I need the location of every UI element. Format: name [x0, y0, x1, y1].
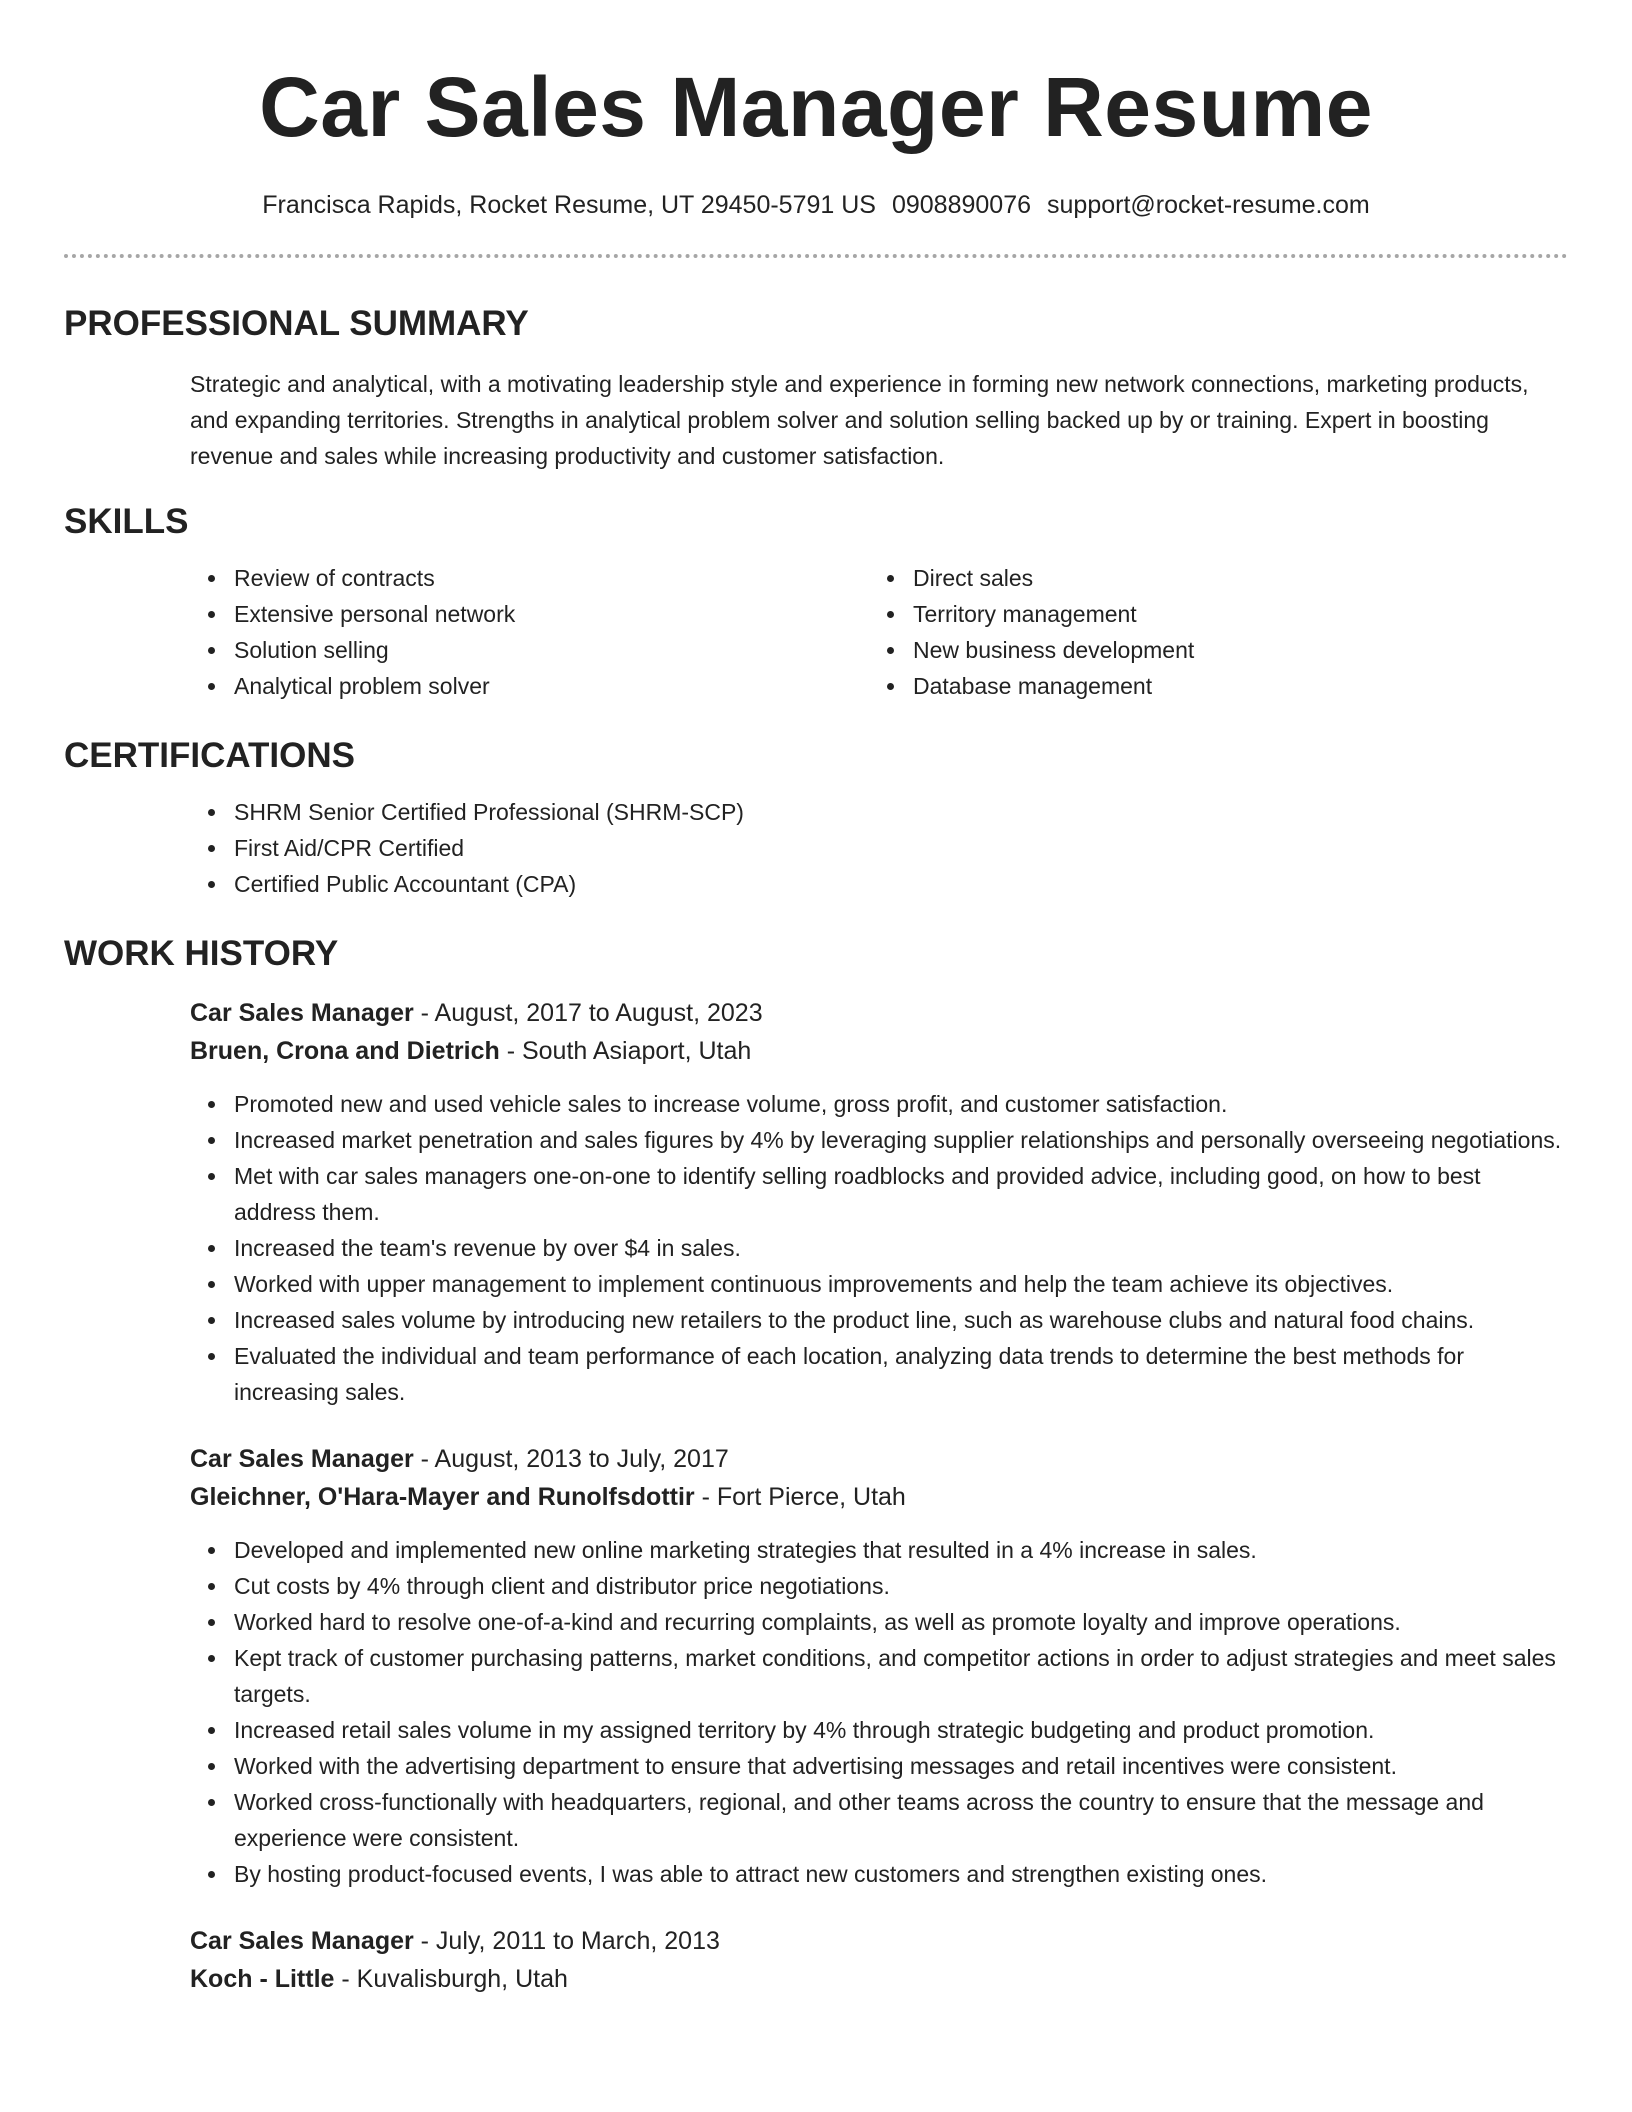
job-title: Car Sales Manager	[190, 999, 414, 1027]
job-location: - Kuvalisburgh, Utah	[334, 1965, 568, 1993]
skills-column-right	[743, 560, 1194, 704]
list-item: Territory management	[913, 596, 1194, 632]
job-title-line	[64, 994, 1568, 1032]
job-duties-list	[64, 1532, 1568, 1892]
job-title-line	[64, 1922, 1568, 1960]
contact-line	[64, 188, 1568, 222]
job-company: Bruen, Crona and Dietrich	[190, 1037, 500, 1065]
job-duties-list	[64, 1086, 1568, 1410]
job-company: Koch - Little	[190, 1965, 335, 1993]
certifications-list	[64, 794, 1568, 902]
header-divider	[64, 254, 1568, 258]
job-title-line	[64, 1440, 1568, 1478]
resume-title: Car Sales Manager Resume	[259, 60, 1373, 154]
list-item: SHRM Senior Certified Professional (SHRM-SCP)	[234, 794, 1568, 830]
list-item: Kept track of customer purchasing patterns, market conditions, and competitor actions in order to adjust strategies and meet sales targets.	[234, 1640, 1568, 1712]
summary-heading: PROFESSIONAL SUMMARY	[64, 304, 529, 343]
job-dates: - July, 2011 to March, 2013	[413, 1927, 720, 1955]
list-item: Increased retail sales volume in my assigned territory by 4% through strategic budgeting and product promotion.	[234, 1712, 1568, 1748]
skills-heading: SKILLS	[64, 502, 189, 541]
skills-list	[64, 560, 1568, 704]
list-item: Direct sales	[913, 560, 1194, 596]
job-dates: - August, 2017 to August, 2023	[413, 999, 763, 1027]
list-item: New business development	[913, 632, 1194, 668]
job-company-line	[64, 1032, 1568, 1070]
list-item: Review of contracts	[234, 560, 743, 596]
list-item: Met with car sales managers one-on-one to identify selling roadblocks and provided advice, including good, on how to best address them.	[234, 1158, 1568, 1230]
work-history-heading: WORK HISTORY	[64, 934, 339, 973]
job-title: Car Sales Manager	[190, 1927, 414, 1955]
contact-address: Francisca Rapids, Rocket Resume, UT 29450-5791 US	[262, 191, 876, 219]
list-item: Increased sales volume by introducing new retailers to the product line, such as warehouse clubs and natural food chains.	[234, 1302, 1568, 1338]
job-location: - South Asiaport, Utah	[499, 1037, 752, 1065]
list-item: Database management	[913, 668, 1194, 704]
list-item: Promoted new and used vehicle sales to increase volume, gross profit, and customer satisfaction.	[234, 1086, 1568, 1122]
job-dates: - August, 2013 to July, 2017	[413, 1445, 729, 1473]
contact-phone: 0908890076	[891, 191, 1032, 219]
list-item: Worked with upper management to implement continuous improvements and help the team achieve its objectives.	[234, 1266, 1568, 1302]
list-item: Worked hard to resolve one-of-a-kind and recurring complaints, as well as promote loyalty and improve operations.	[234, 1604, 1568, 1640]
list-item: Extensive personal network	[234, 596, 743, 632]
list-item: Increased the team's revenue by over $4 in sales.	[234, 1230, 1568, 1266]
list-item: Evaluated the individual and team performance of each location, analyzing data trends to determine the best methods for increasing sales.	[234, 1338, 1568, 1410]
job-title: Car Sales Manager	[190, 1445, 414, 1473]
job-company: Gleichner, O'Hara-Mayer and Runolfsdottir	[190, 1483, 695, 1511]
list-item: Increased market penetration and sales figures by 4% by leveraging supplier relationships and personally overseeing negotiations.	[234, 1122, 1568, 1158]
list-item: First Aid/CPR Certified	[234, 830, 1568, 866]
skills-column-left	[64, 560, 743, 704]
list-item: Developed and implemented new online marketing strategies that resulted in a 4% increase in sales.	[234, 1532, 1568, 1568]
list-item: Worked with the advertising department to ensure that advertising messages and retail incentives were consistent.	[234, 1748, 1568, 1784]
job-location: - Fort Pierce, Utah	[694, 1483, 906, 1511]
contact-email[interactable]: support@rocket-resume.com	[1047, 191, 1370, 219]
job-company-line	[64, 1478, 1568, 1516]
list-item: Certified Public Accountant (CPA)	[234, 866, 1568, 902]
summary-text: Strategic and analytical, with a motivating leadership style and experience in forming new network connections, marketing products, and expanding territories. Strengths in analytical problem solver and solution selling backed up by or training. Expert in boosting revenue and sales while increasing productivity and customer satisfaction.	[190, 371, 1529, 469]
certifications-heading: CERTIFICATIONS	[64, 736, 356, 775]
list-item: Analytical problem solver	[234, 668, 743, 704]
list-item: Solution selling	[234, 632, 743, 668]
list-item: Cut costs by 4% through client and distributor price negotiations.	[234, 1568, 1568, 1604]
list-item: Worked cross-functionally with headquarters, regional, and other teams across the country to ensure that the message and experience were consistent.	[234, 1784, 1568, 1856]
list-item: By hosting product-focused events, I was able to attract new customers and strengthen existing ones.	[234, 1856, 1568, 1892]
job-company-line	[64, 1960, 1568, 1998]
